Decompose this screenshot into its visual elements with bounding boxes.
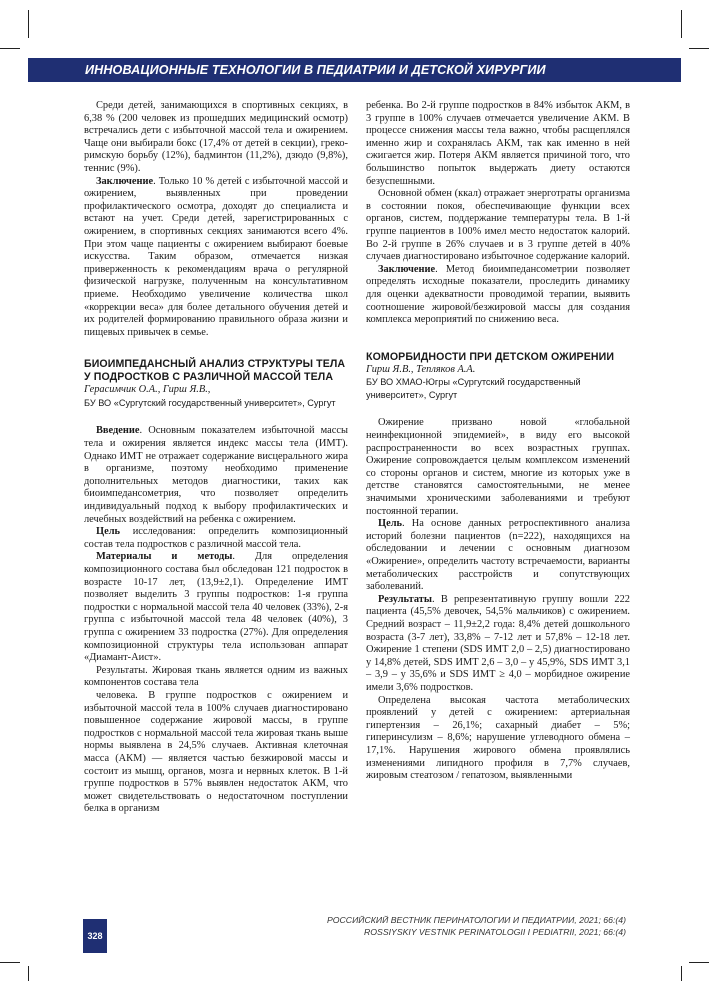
journal-citation	[327, 914, 626, 938]
paragraph: Основной обмен (ккал) отражает энерготраты организма в состоянии покоя, обеспечивающие функции всех органов, систем, поддержание температуры тела. В 1-й группе пациентов в 100% имел место недостаток калорий. Во 2-й группе в 26% случаев и в 3 группе детей в 40% случаев диагностировано избыточное содержание калорий.	[366, 188, 630, 263]
label-introduction: Введение	[96, 425, 140, 437]
crop-mark	[28, 966, 29, 981]
crop-mark	[681, 966, 682, 981]
journal-name-ru: РОССИЙСКИЙ ВЕСТНИК ПЕРИНАТОЛОГИИ И ПЕДИАТРИИ, 2021; 66:(4)	[326, 915, 626, 925]
paragraph: Цель. На основе данных ретроспективного анализа историй болезни пациентов (n=222), находящихся на обследовании и лечении с основным диагнозом «Ожирение», определить частоту встречаемости, варианты метаболических расстройств и сопутствующих заболеваний.	[366, 518, 630, 593]
crop-mark	[689, 48, 709, 49]
article-title: КОМОРБИДНОСТИ ПРИ ДЕТСКОМ ОЖИРЕНИИ	[366, 350, 615, 363]
crop-mark	[681, 10, 682, 38]
left-column	[84, 100, 348, 816]
label-aim: Цель	[96, 526, 121, 538]
label-conclusion: Заключение	[96, 175, 154, 187]
paragraph: Результаты. Жировая ткань является одним из важных компонентов состава тела	[84, 664, 348, 689]
label-conclusion: Заключение	[378, 263, 436, 275]
paragraph: Результаты. В репрезентативную группу вошли 222 пациента (45,5% девочек, 54,5% мальчиков) с ожирением. Средний возраст – 11,9±2,2 года: 8,4% детей дошкольного возраста (3-7 лет), 33,8% – 7-12 лет и 57,8% – 12-18 лет. Ожирение 1 степени (SDS ИМТ 2,0 – 2,5) диагностировано у 14,8% детей, SDS ИМТ 2,6 – 3,0 – у 45,9%, SDS ИМТ 3,1 – 3,9 – у 35,6% и SDS ИМТ ≥ 4,0 – морбидное ожирение имели 3,6% подростков.	[366, 593, 630, 693]
journal-name-en: ROSSIYSKIY VESTNIK PERINATOLOGII I PEDIATRII, 2021; 66:(4)	[364, 927, 626, 937]
affiliation: БУ ВО «Сургутский государственный университет», Сургут	[84, 397, 336, 408]
crop-mark	[28, 10, 29, 38]
crop-mark	[0, 962, 20, 963]
paragraph: Определена высокая частота метаболических проявлений у детей с ожирением: артериальная гипертензия – 26,1%; сахарный диабет – 5%; гиперинсулизм – 8,6%; нарушение углеводного обмена – 17,1%. Нарушения жирового обмена проявлялись изменениями липидного профиля в 7,7% случаев, жировым стеатозом / гепатозом, выявленными	[366, 694, 630, 782]
article-title: БИОИМПЕДАНСНЫЙ АНАЛИЗ СТРУКТУРЫ ТЕЛА У ПОДРОСТКОВ С РАЗЛИЧНОЙ МАССОЙ ТЕЛА	[84, 358, 346, 384]
page-number: 328	[87, 931, 103, 941]
paragraph: человека. В группе подростков с ожирением и избыточной массой тела в 100% случаев диагностировано повышенное содержание жировой массы, в группе подростков с нормальной массой тела жировая ткань выше нормы выявлена в 24,5% случаев. Активная клеточная масса (АКМ) — является частью безжировой массы и состоит из мышц, органов, мозга и нервных клеток. В 1-й группе подростков в 57% выявлен недостаток АКМ, что может свидетельствовать о недостаточном поступлении белка в организм	[84, 689, 348, 815]
paragraph: Ожирение призвано новой «глобальной неинфекционной эпидемией», в виду его высокой распространенности во всех возрастных группах. Ожирение сопровождается целым комплексом изменений со стороны органов и систем, многие из которых уже в детстве становятся самостоятельными, не менее значимыми хроническими заболеваниями и требуют постоянной терапии.	[366, 417, 630, 517]
authors: Герасимчик О.А., Гирш Я.В.,	[84, 384, 211, 396]
right-column	[366, 100, 630, 783]
authors: Гирш Я.В., Тепляков А.А.	[366, 363, 476, 375]
paragraph: ребенка. Во 2-й группе подростков в 84% избыток АКМ, в 3 группе в 100% случаев отмечается увеличение АКМ. В процессе снижения массы тела важно, чтобы расщеплялся именно жир и сохранялась АКМ, так как именно в ней сжигается жир. Потеря АКМ является причиной того, что большинство попыток выдержать диету остаются безуспешными.	[366, 100, 630, 187]
paragraph: Цель исследования: определить композиционный состав тела подростков с различной массой тела.	[84, 526, 348, 550]
crop-mark	[0, 48, 20, 49]
paragraph: Введение. Основным показателем избыточной массы тела и ожирения является индекс массы тела (ИМТ). Однако ИМТ не отражает содержание висцерального жира в организме, поэтому необходимо применение дополнительных методов диагностики, таких как биоимпедансометрия, что позволяет определить индивидуальный подход к выбору профилактических и лечебных воздействий на ребенка с ожирением.	[84, 425, 348, 525]
paragraph: Заключение. Метод биоимпедансометрии позволяет определять исходные показатели, проследить динамику для оценки адекватности проводимой терапии, выявить соотношение жировой/безжировой массы для создания комплекса мероприятий по снижению веса.	[366, 263, 630, 326]
paragraph: Материалы и методы. Для определения композиционного состава был обследован 121 подросток в возрасте 10-17 лет, (13,9±2,1). Определение ИМТ позволяет выделить 3 группы подростков: 1-я группа подростки с нормальной массой тела 40 человек (33%), 2-я группа с избыточной массой тела 48 человек (40%), 3 группа с ожирением 33 подростка (27%). Для определения композиционной структуры тела использован аппарат «Диамант-Аист».	[84, 551, 348, 664]
label-results: Результаты	[378, 593, 433, 605]
section-title: ИННОВАЦИОННЫЕ ТЕХНОЛОГИИ В ПЕДИАТРИИ И ДЕТСКОЙ ХИРУРГИИ	[85, 63, 546, 77]
affiliation: БУ ВО ХМАО-Югры «Сургутский государственный университет», Сургут	[366, 377, 581, 400]
paragraph: Заключение. Только 10 % детей с избыточной массой и ожирением, выявленных при проведении профилактического осмотра, доходят до специалиста и встают на учет. Среди детей, зарегистрированных с ожирением, в спортивных секциях занимаются всего 4%. При этом чаще пациенты с ожирением выбирают боевые искусства. Таким образом, отмечается низкая приверженность к рекомендациям врача о регулярной физической нагрузке, полученным на консультативном приеме. Необходимо увеличение количества школ «коррекции веса» для более детального обучения детей и их родителей формированию правильного образа жизни и пищевых привычек в семье.	[84, 175, 348, 338]
label-aim: Цель	[378, 518, 403, 530]
paragraph: Среди детей, занимающихся в спортивных секциях, в 6,38 % (200 человек из прошедших медицинский осмотр) встречались дети с избыточной массой тела и ожирением. Чаще они выбирали бокс (17,4% от детей в секции), греко-римскую борьбу (12%), бадминтон (11,2%), дзюдо (9,8%), теннис (9%).	[84, 100, 348, 174]
label-methods: Материалы и методы	[96, 551, 233, 563]
crop-mark	[689, 962, 709, 963]
